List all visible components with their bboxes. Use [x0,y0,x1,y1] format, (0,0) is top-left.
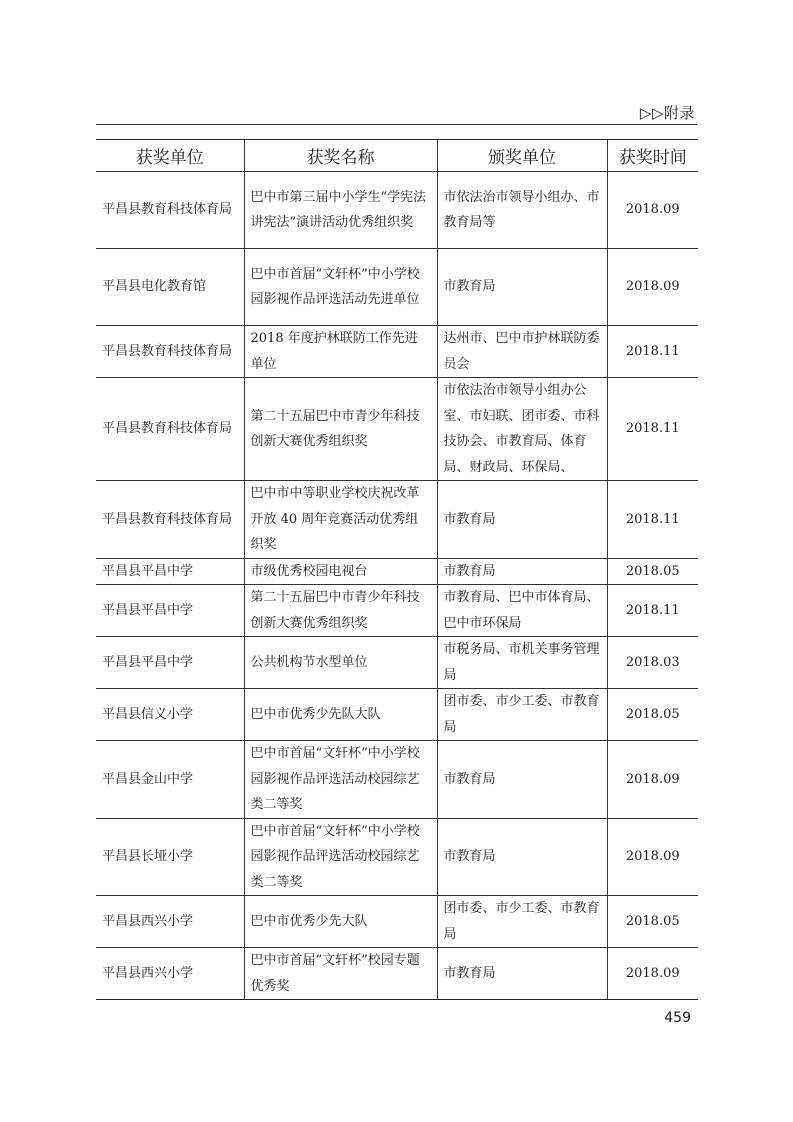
column-header-unit: 获奖单位 [96,140,244,172]
cell-time: 2018.09 [607,249,698,326]
cell-unit: 平昌县西兴小学 [96,948,244,1000]
table-row [96,172,698,249]
cell-unit: 平昌县平昌中学 [96,637,244,689]
cell-time: 2018.09 [607,172,698,249]
cell-unit: 平昌县长垭小学 [96,818,244,896]
cell-unit: 平昌县电化教育馆 [96,249,244,326]
table-row [96,637,698,689]
cell-award: 巴中市首届“文轩杯”中小学校园影视作品评选活动校园综艺类二等奖 [244,741,437,819]
table-row [96,689,698,741]
table-row [96,378,698,481]
cell-issuer: 市依法治市领导小组办公室、市妇联、团市委、市科技协会、市教育局、体育局、财政局、环保局、 [437,378,607,481]
cell-time: 2018.03 [607,637,698,689]
table-row [96,818,698,896]
cell-award: 2018 年度护林联防工作先进单位 [244,326,437,378]
cell-award: 公共机构节水型单位 [244,637,437,689]
cell-time: 2018.11 [607,481,698,559]
column-header-time: 获奖时间 [607,140,698,172]
column-header-issuer: 颁奖单位 [437,140,607,172]
cell-award: 第二十五届巴中市青少年科技创新大赛优秀组织奖 [244,378,437,481]
table-row [96,481,698,559]
cell-unit: 平昌县教育科技体育局 [96,378,244,481]
table-row [96,585,698,637]
cell-unit: 平昌县平昌中学 [96,558,244,585]
awards-table [96,139,698,1000]
cell-unit: 平昌县教育科技体育局 [96,326,244,378]
table-row [96,249,698,326]
cell-time: 2018.05 [607,689,698,741]
cell-time: 2018.11 [607,326,698,378]
cell-issuer: 达州市、巴中市护林联防委员会 [437,326,607,378]
cell-time: 2018.11 [607,585,698,637]
cell-issuer: 市教育局 [437,818,607,896]
cell-award: 巴中市首届“文轩杯”中小学校园影视作品评选活动校园综艺类二等奖 [244,818,437,896]
cell-issuer: 市教育局、巴中市体育局、巴中市环保局 [437,585,607,637]
cell-award: 巴中市优秀少先大队 [244,896,437,948]
cell-time: 2018.05 [607,896,698,948]
cell-time: 2018.09 [607,741,698,819]
cell-issuer: 团市委、市少工委、市教育局 [437,896,607,948]
table-row [96,948,698,1000]
cell-issuer: 市教育局 [437,558,607,585]
cell-unit: 平昌县金山中学 [96,741,244,819]
table-row [96,741,698,819]
cell-award: 市级优秀校园电视台 [244,558,437,585]
table-row [96,558,698,585]
cell-award: 第二十五届巴中市青少年科技创新大赛优秀组织奖 [244,585,437,637]
cell-award: 巴中市优秀少先队大队 [244,689,437,741]
table-header-row [96,140,698,172]
cell-time: 2018.11 [607,378,698,481]
cell-unit: 平昌县西兴小学 [96,896,244,948]
cell-unit: 平昌县信义小学 [96,689,244,741]
cell-time: 2018.09 [607,948,698,1000]
cell-time: 2018.09 [607,818,698,896]
cell-award: 巴中市首届“文轩杯”校园专题优秀奖 [244,948,437,1000]
cell-issuer: 市教育局 [437,249,607,326]
cell-issuer: 市依法治市领导小组办、市教育局等 [437,172,607,249]
cell-issuer: 市教育局 [437,741,607,819]
column-header-award: 获奖名称 [244,140,437,172]
cell-unit: 平昌县教育科技体育局 [96,172,244,249]
table-row [96,896,698,948]
cell-issuer: 市教育局 [437,481,607,559]
cell-issuer: 团市委、市少工委、市教育局 [437,689,607,741]
page-number: 459 [664,1010,691,1026]
cell-award: 巴中市首届“文轩杯”中小学校园影视作品评选活动先进单位 [244,249,437,326]
cell-issuer: 市教育局 [437,948,607,1000]
table-row [96,326,698,378]
cell-time: 2018.05 [607,558,698,585]
page-header [96,100,697,125]
cell-unit: 平昌县教育科技体育局 [96,481,244,559]
cell-issuer: 市税务局、市机关事务管理局 [437,637,607,689]
cell-award: 巴中市中等职业学校庆祝改革开放 40 周年竞赛活动优秀组织奖 [244,481,437,559]
section-label: ▷▷附录 [639,104,695,122]
cell-unit: 平昌县平昌中学 [96,585,244,637]
cell-award: 巴中市第三届中小学生“学宪法讲宪法”演讲活动优秀组织奖 [244,172,437,249]
